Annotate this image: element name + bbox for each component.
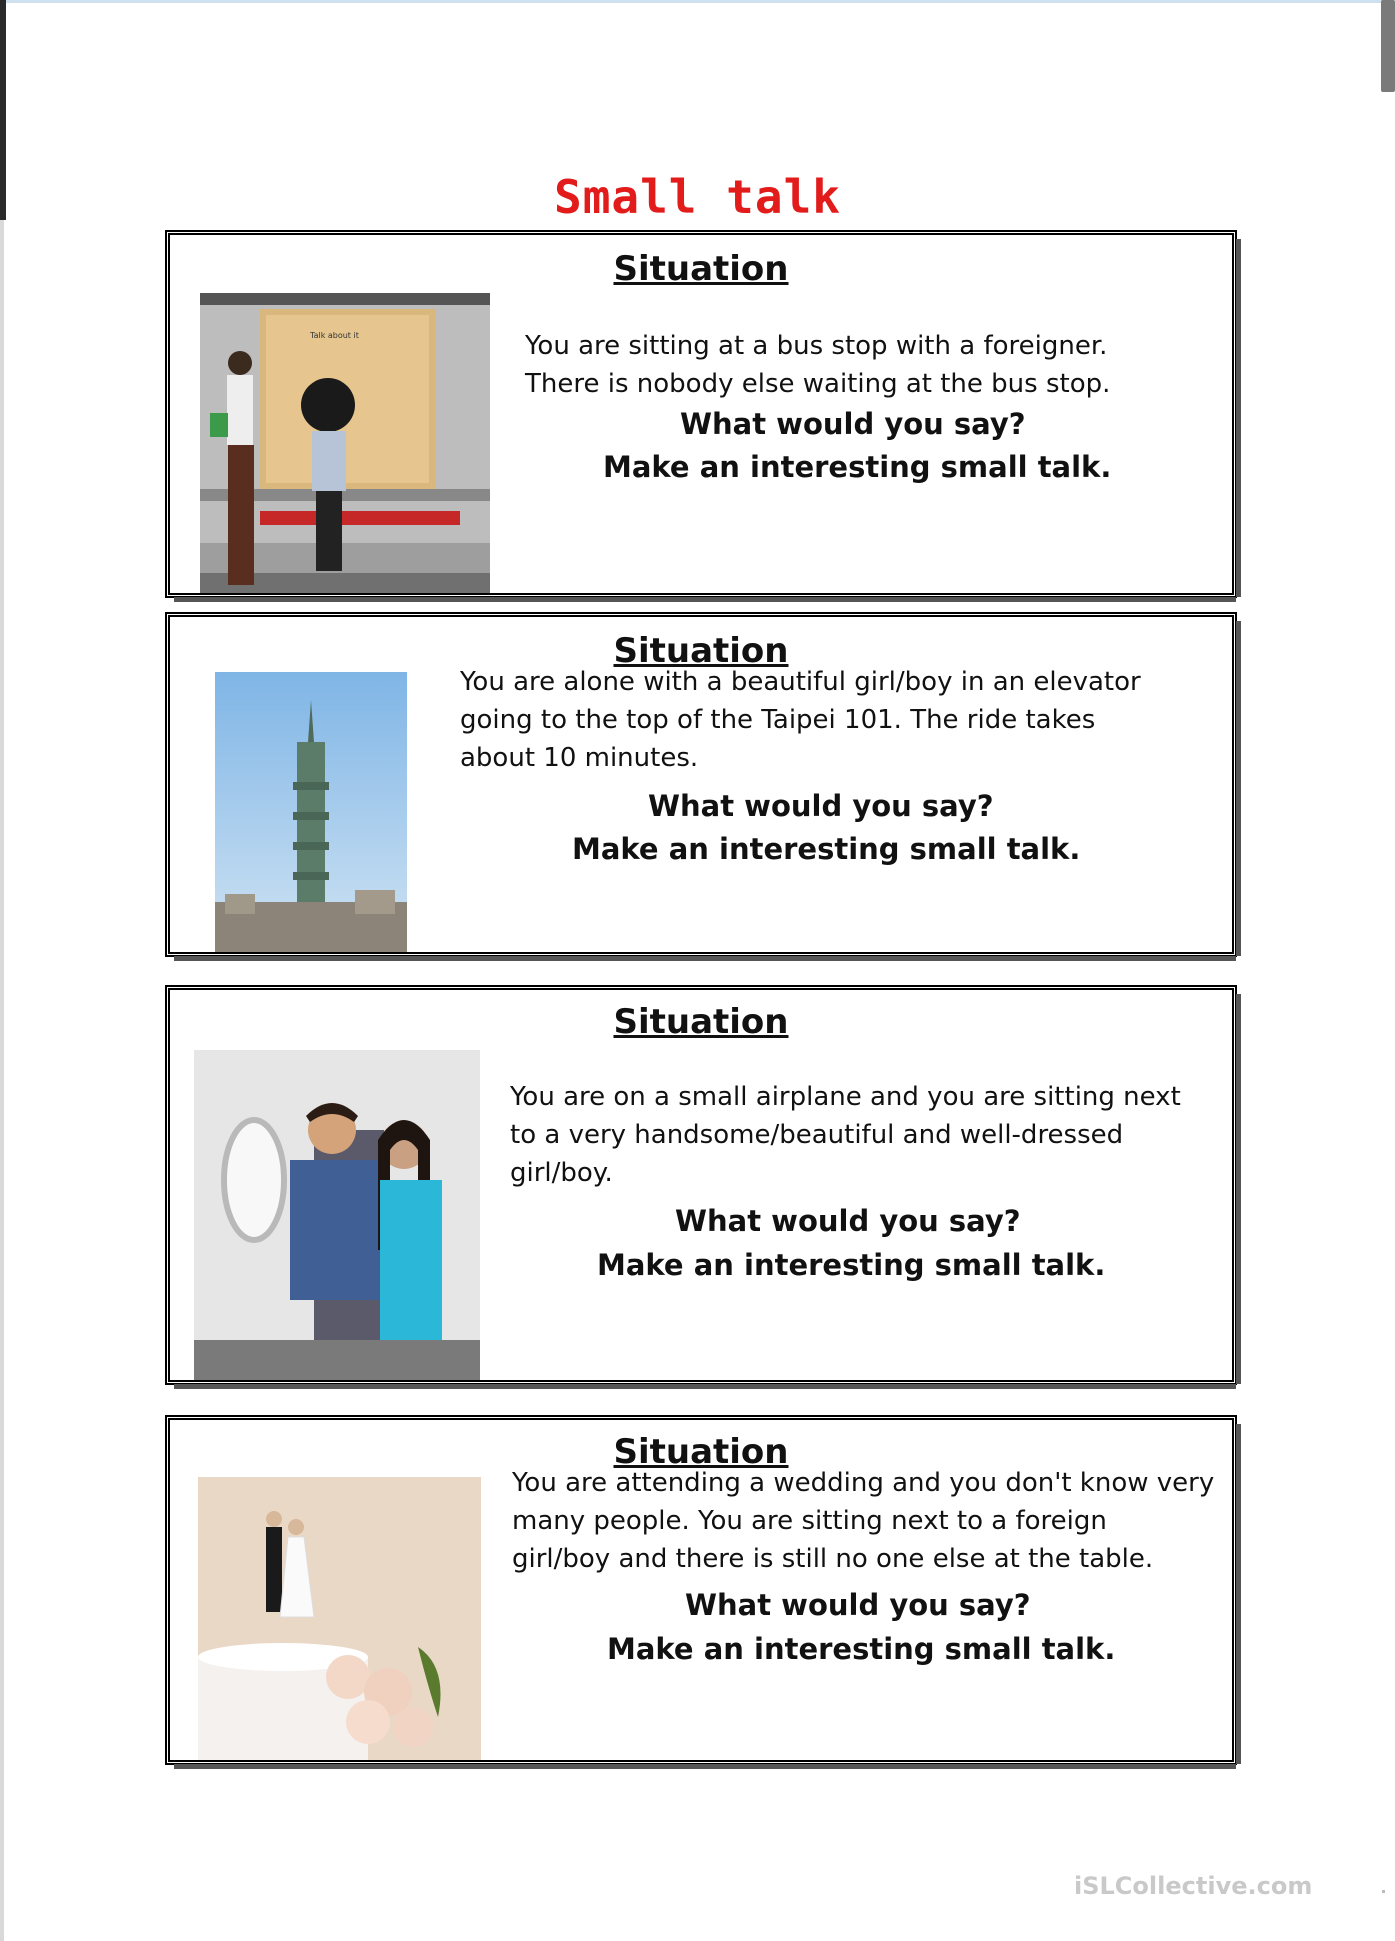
situation-heading: Situation [613,1002,789,1042]
text-line: There is nobody else waiting at the bus stop. [525,369,1111,399]
situation-heading: Situation [613,1432,789,1472]
text-line: to a very handsome/beautiful and well-dressed [510,1120,1124,1150]
card-shadow [174,597,1236,602]
text-line: girl/boy and there is still no one else at the table. [512,1544,1154,1574]
airplane-couple-image [194,1050,480,1380]
instruction: Make an interesting small talk. [572,832,1081,866]
instruction: Make an interesting small talk. [607,1632,1116,1666]
card-shadow [174,1764,1236,1769]
situation-text [460,663,1141,777]
situation-text [510,1078,1181,1192]
situation-heading: Situation [613,631,789,671]
situation-text [525,327,1110,403]
situation-card-3 [165,985,1237,1385]
text-line: You are on a small airplane and you are sitting next [510,1082,1181,1112]
bus-stop-image [200,293,490,593]
question: What would you say? [680,407,1026,441]
top-border-line [0,0,1395,3]
instruction: Make an interesting small talk. [597,1248,1106,1282]
text-line: going to the top of the Taipei 101. The ride takes [460,705,1096,735]
svg-text:Talk about it: Talk about it [310,331,359,340]
text-line: You are alone with a beautiful girl/boy in an elevator [460,667,1141,697]
situation-card-2 [165,612,1237,957]
scrollbar-thumb[interactable] [1381,0,1395,92]
watermark: iSLCollective.com [1074,1872,1313,1900]
card-shadow [174,956,1236,961]
question: What would you say? [685,1588,1031,1622]
text-line: about 10 minutes. [460,743,699,773]
situation-card-1 [165,230,1237,598]
card-shadow [174,1384,1236,1389]
left-page-edge [0,220,4,1941]
wedding-cake-image [198,1477,481,1760]
situation-card-4 [165,1415,1237,1765]
taipei-101-image [215,672,407,952]
text-line: You are attending a wedding and you don't know very [512,1468,1215,1498]
question: What would you say? [648,789,994,823]
question: What would you say? [675,1204,1021,1238]
text-line: many people. You are sitting next to a foreign [512,1506,1107,1536]
page-dot [1382,1890,1385,1893]
text-line: You are sitting at a bus stop with a foreigner. [525,331,1108,361]
instruction: Make an interesting small talk. [603,450,1112,484]
page-title: Small talk [554,170,841,224]
text-line: girl/boy. [510,1158,613,1188]
situation-text [512,1464,1214,1578]
situation-heading: Situation [613,249,789,289]
